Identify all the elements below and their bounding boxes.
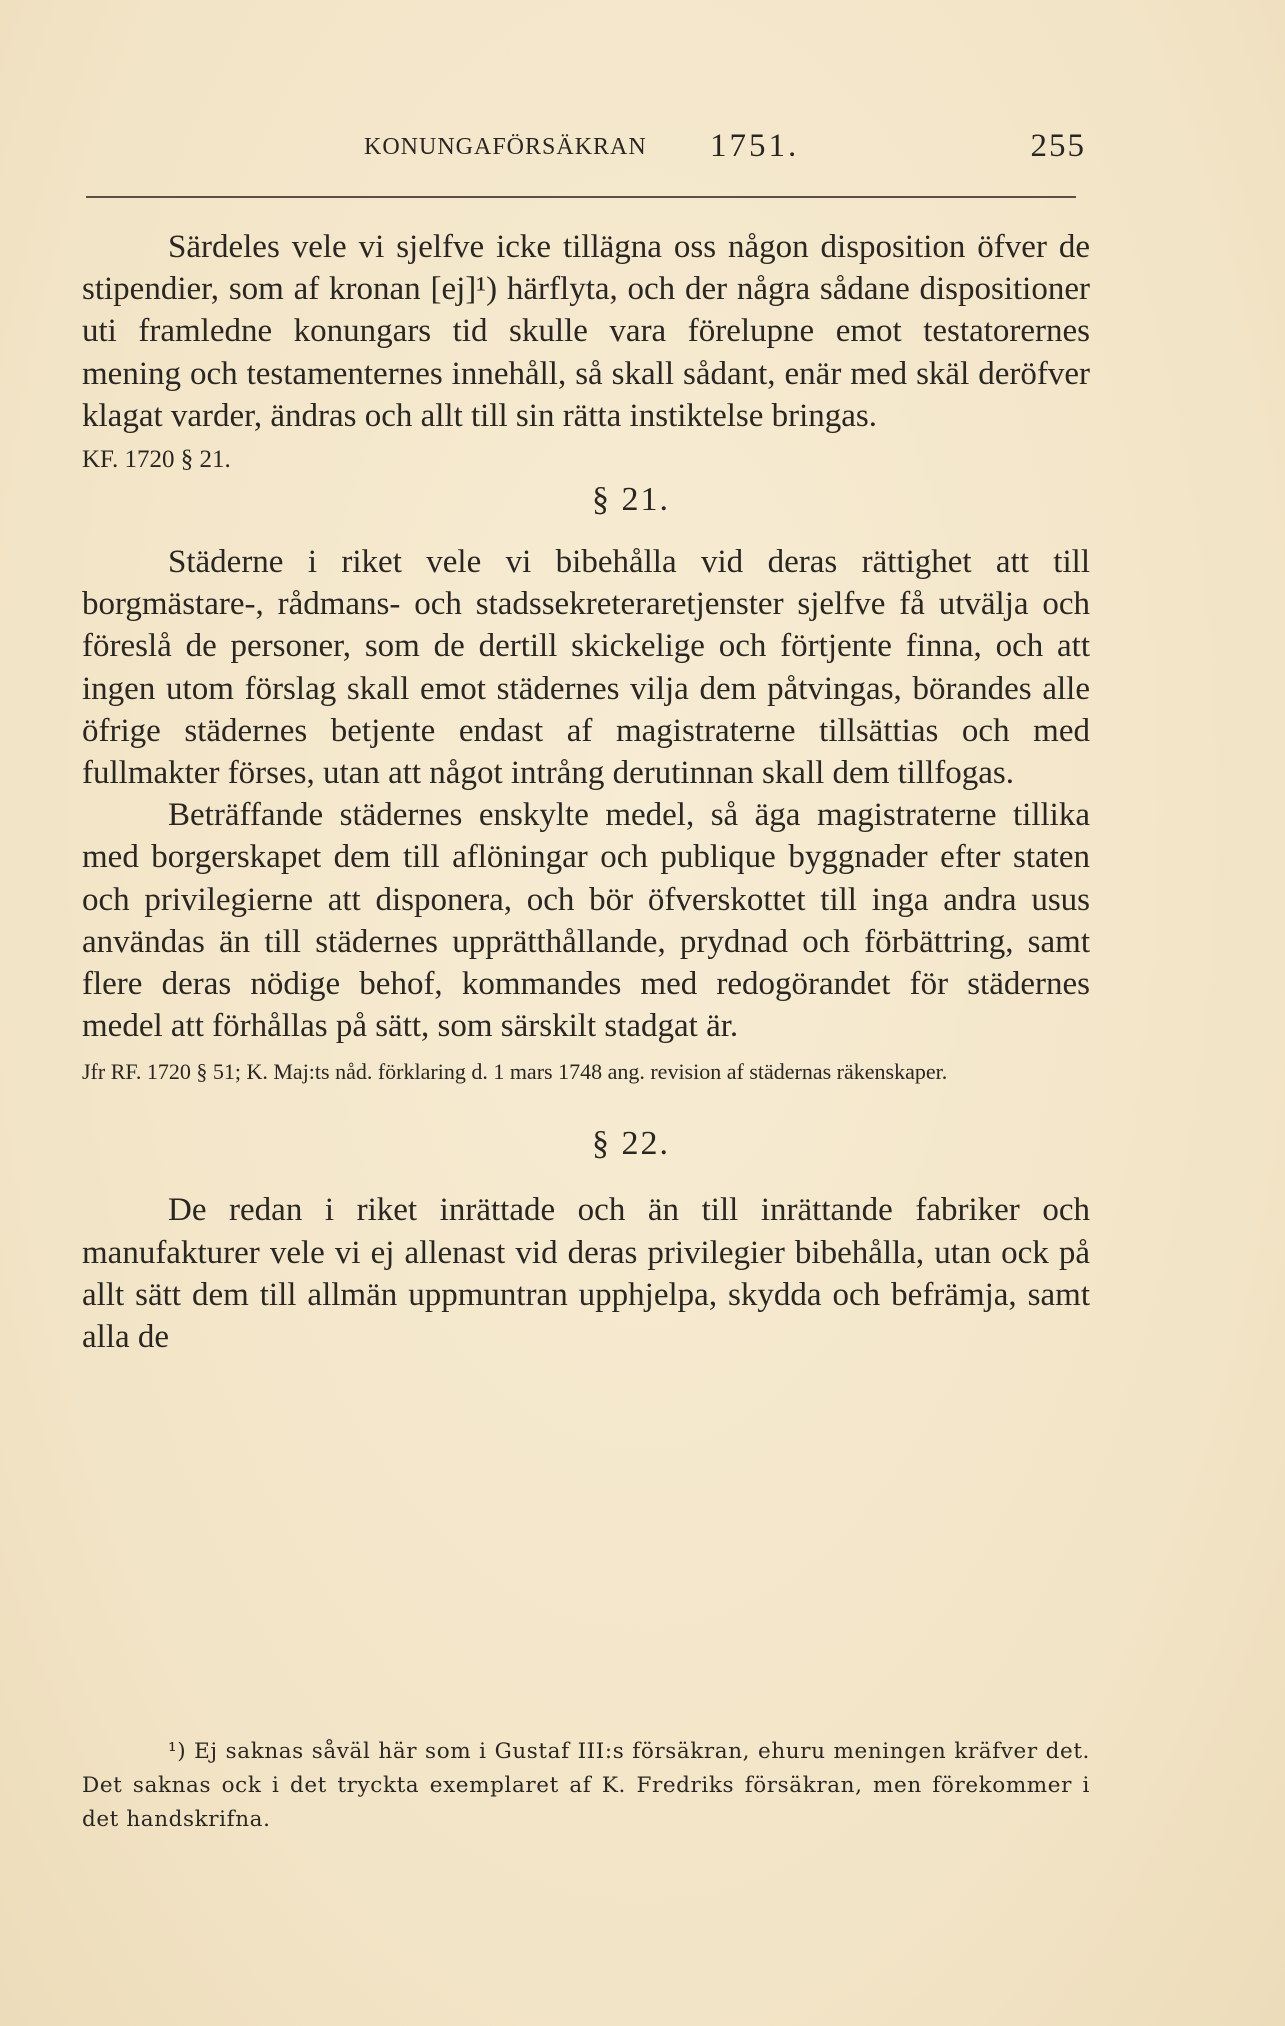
reference-kf-1720: KF. 1720 § 21.: [82, 446, 231, 474]
paragraph-stadernes-medel: Beträffande städernes enskylte medel, så äga magistraterne tillika med borgerskapet dem till aflöningar och publique byggnader efter staten och privilegierne att disponera, och bör öfverskottet till inga andra usus användas än till städernes upprätthållande, prydnad och förbättring, samt flere deras nödige behof, kommandes med redogörandet för städernes medel att förhållas på sätt, som särskilt stadgat är.: [82, 797, 1090, 1045]
running-title: KONUNGAFÖRSÄKRAN: [364, 134, 647, 160]
section-heading-22: § 22.: [592, 1125, 670, 1163]
footnotes: [82, 1735, 1090, 1837]
main-text: [82, 226, 1090, 1358]
page-number: 255: [1030, 128, 1086, 164]
reference-rf-1720: Jfr RF. 1720 § 51; K. Maj:ts nåd. förklaring d. 1 mars 1748 ang. revision af städernas räkenskaper.: [82, 1059, 948, 1085]
header-rule: [86, 196, 1076, 198]
running-year: 1751.: [710, 128, 800, 164]
paragraph-stader-rattighet: Städerne i riket vele vi bibehålla vid deras rättighet att till borgmästare-, rådmans- och stadssekreteraretjenster sjelfve få utvälja och föreslå de personer, som de dertill skickelige och förtjente finna, och att ingen utom förslag skall emot städernes vilja dem påtvingas, börandes alle öfrige städernes betjente endast af magistraterne tillsättias och med fullmakter förses, utan att något intrång derutinnan skall dem tillfogas.: [82, 544, 1090, 792]
running-header: [82, 128, 1086, 182]
paragraph-stipendier: Särdeles vele vi sjelfve icke tillägna oss någon disposition öfver de stipendier, som af kronan [ej]¹) härflyta, och der några sådane dispositioner uti framledne konungars tid skulle vara förelupne emot testatorernes mening och testamenternes innehåll, så skall sådant, enär med skäl deröfver klagat varder, ändras och allt till sin rätta instiktelse bringas.: [82, 229, 1090, 434]
footnote-1: ¹) Ej saknas såväl här som i Gustaf III:s försäkran, ehuru meningen kräfver det. Det saknas ock i det tryckta exemplaret af K. Fredriks försäkran, men förekommer i det handskrifna.: [82, 1739, 1090, 1832]
paragraph-fabriker: De redan i riket inrättade och än till inrättande fabriker och manufakturer vele vi ej allenast vid deras privilegier bibehålla, utan ock på allt sätt dem till allmän uppmuntran upphjelpa, skydda och befrämja, samt alla de: [82, 1192, 1090, 1356]
section-heading-21: § 21.: [592, 481, 670, 519]
